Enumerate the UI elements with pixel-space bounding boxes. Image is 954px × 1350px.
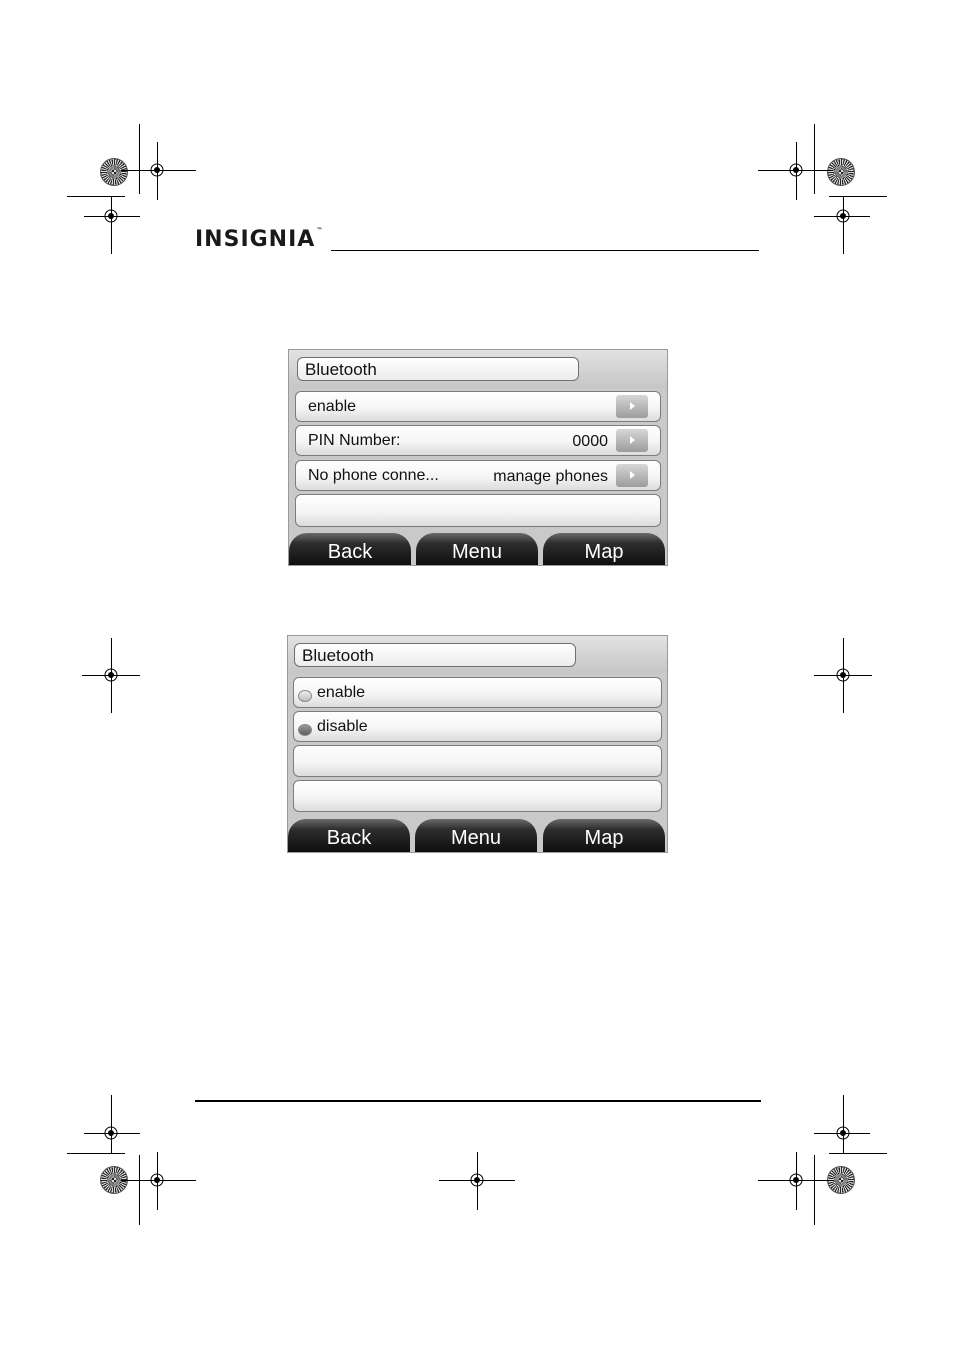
option-label: disable — [317, 718, 368, 735]
empty-row — [293, 780, 662, 812]
row-label: PIN Number: — [308, 432, 401, 449]
option-label: enable — [317, 684, 366, 701]
menu-button[interactable]: Menu — [415, 819, 537, 853]
registration-target-icon — [833, 1123, 853, 1143]
chevron-right-icon[interactable] — [616, 464, 648, 487]
registration-target-icon — [467, 1170, 487, 1190]
logo-text: INSIGNIA — [195, 227, 316, 252]
registration-target-icon — [147, 1170, 167, 1190]
back-button[interactable]: Back — [288, 819, 410, 853]
back-button[interactable]: Back — [289, 533, 411, 566]
registration-target-icon — [101, 1123, 121, 1143]
row-label: enable — [308, 398, 357, 415]
title-bar — [288, 636, 667, 674]
row-label: No phone conne... — [308, 467, 439, 484]
bluetooth-toggle-screen — [287, 635, 668, 853]
registration-target-icon — [833, 665, 853, 685]
insignia-logo — [195, 227, 323, 252]
registration-target-icon — [101, 206, 121, 226]
registration-target-icon — [786, 160, 806, 180]
option-disable-row[interactable] — [293, 711, 662, 742]
footer-rule — [195, 1100, 761, 1102]
map-button[interactable]: Map — [543, 819, 665, 853]
title-bar — [289, 350, 667, 388]
color-registration-icon — [100, 158, 128, 186]
radio-button-selected[interactable] — [298, 724, 312, 736]
bluetooth-settings-screen — [288, 349, 668, 566]
registration-target-icon — [833, 206, 853, 226]
map-button[interactable]: Map — [543, 533, 665, 566]
screen-title: Bluetooth — [294, 643, 576, 667]
bluetooth-enable-row[interactable] — [295, 391, 661, 422]
trademark-symbol: ™ — [316, 227, 324, 234]
radio-button[interactable] — [298, 690, 312, 702]
pin-value: 0000 — [572, 433, 608, 450]
option-enable-row[interactable] — [293, 677, 662, 708]
screen-title: Bluetooth — [297, 357, 579, 381]
manage-phones-row[interactable] — [295, 460, 661, 491]
registration-target-icon — [101, 665, 121, 685]
empty-row — [293, 745, 662, 777]
chevron-right-icon[interactable] — [616, 429, 648, 452]
manage-phones-value: manage phones — [493, 468, 608, 485]
color-registration-icon — [827, 158, 855, 186]
header-rule — [331, 250, 759, 251]
chevron-right-icon[interactable] — [616, 395, 648, 418]
empty-row — [295, 494, 661, 527]
pin-number-row[interactable] — [295, 425, 661, 456]
registration-target-icon — [147, 160, 167, 180]
menu-button[interactable]: Menu — [416, 533, 538, 566]
registration-target-icon — [786, 1170, 806, 1190]
